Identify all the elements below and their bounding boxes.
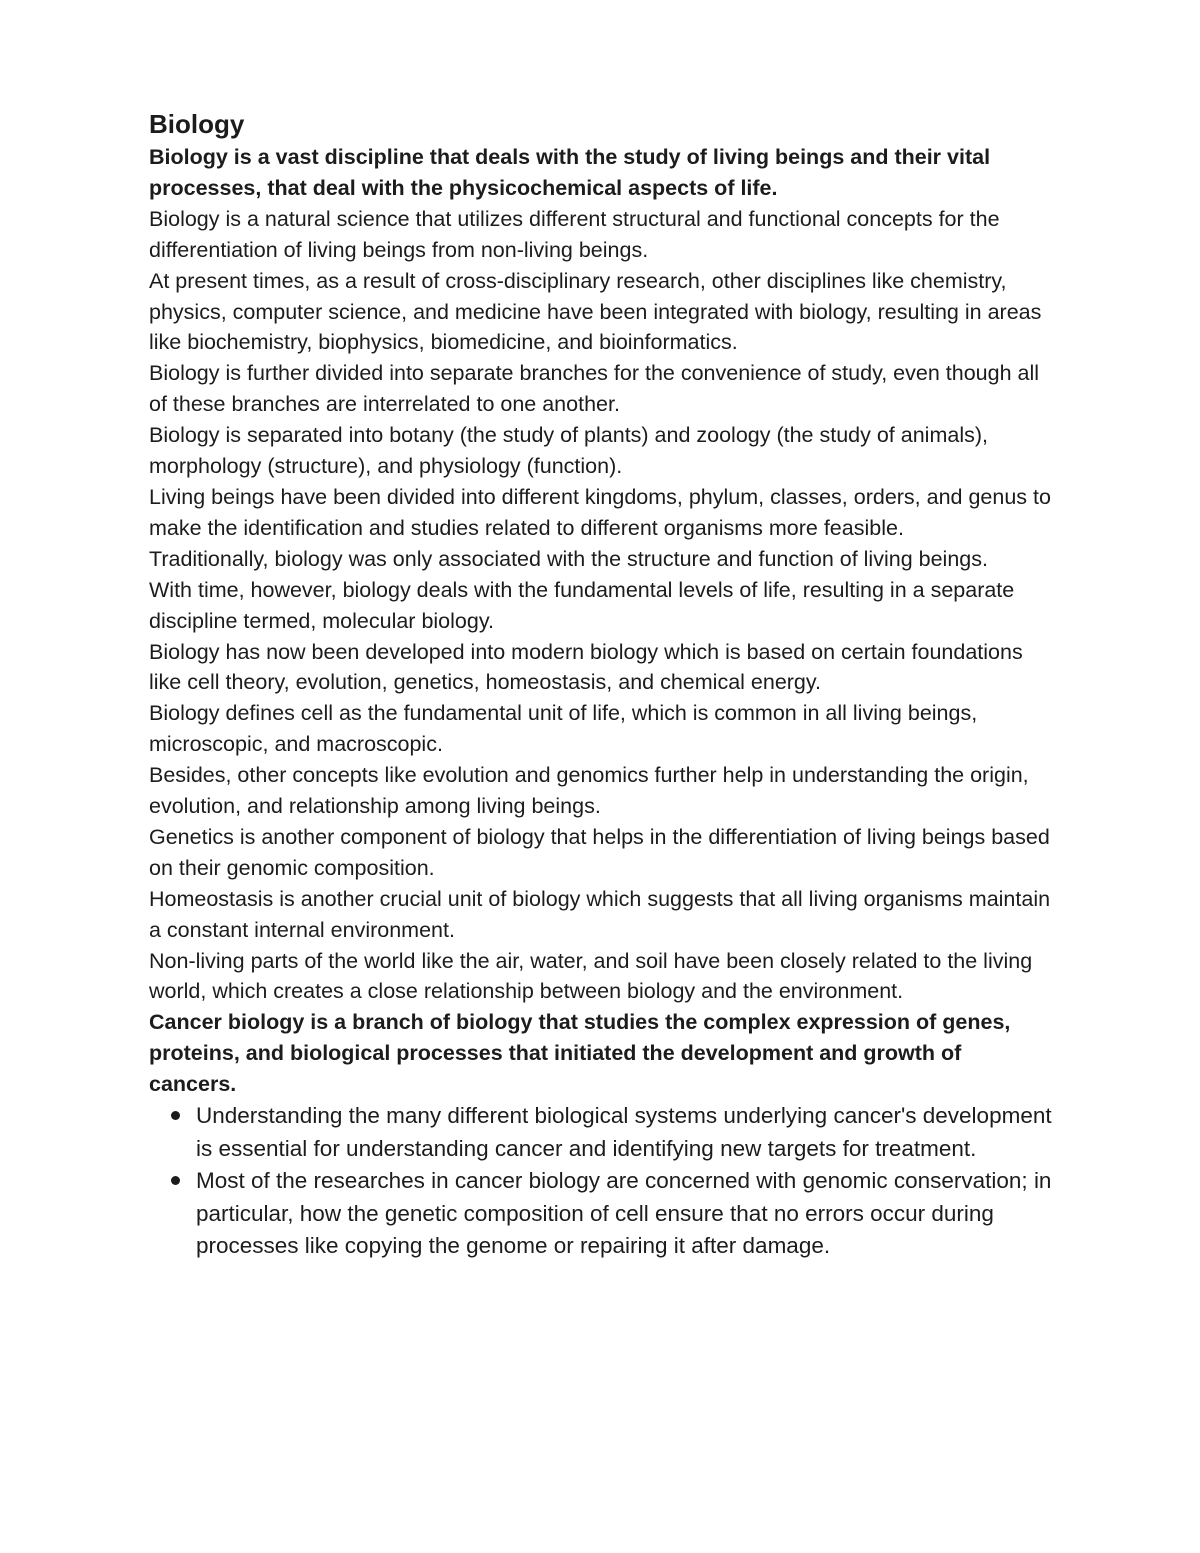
body-paragraph: Biology is separated into botany (the study of plants) and zoology (the study of animals), morphology (structure), and physiology (function). <box>149 423 988 479</box>
body-paragraph: Biology is a natural science that utilizes different structural and functional concepts for the differentiation of living beings from non-living beings. <box>149 206 1000 262</box>
body-paragraph: Biology is further divided into separate branches for the convenience of study, even though all of these branches are interrelated to one another. <box>149 361 1040 417</box>
list-item <box>196 1100 1054 1165</box>
list-item-text: Most of the researches in cancer biology are concerned with genomic conservation; in particular, how the genetic composition of cell ensure that no errors occur during processes like copying the genome or repairing it after damage. <box>196 1168 1052 1259</box>
body-paragraph: Genetics is another component of biology that helps in the differentiation of living beings based on their genomic composition. <box>149 824 1050 880</box>
bullet-list <box>149 1100 1054 1263</box>
body-paragraph: Non-living parts of the world like the air, water, and soil have been closely related to the living world, which creates a close relationship between biology and the environment. <box>149 948 1033 1004</box>
bullet-icon <box>171 1111 180 1120</box>
body-paragraph: Biology defines cell as the fundamental unit of life, which is common in all living beings, microscopic, and macroscopic. <box>149 701 978 757</box>
bullet-icon <box>171 1176 180 1185</box>
list-item <box>196 1165 1054 1263</box>
body-paragraph: Traditionally, biology was only associated with the structure and function of living beings. <box>149 546 988 571</box>
page-title: Biology <box>149 109 245 139</box>
intro-paragraph: Biology is a vast discipline that deals with the study of living beings and their vital processes, that deal with the physicochemical aspects of life. <box>149 145 991 200</box>
body-paragraph: Homeostasis is another crucial unit of biology which suggests that all living organisms maintain a constant internal environment. <box>149 886 1051 942</box>
body-paragraph: Living beings have been divided into different kingdoms, phylum, classes, orders, and genus to make the identification and studies related to different organisms more feasible. <box>149 484 1051 540</box>
body-paragraph: With time, however, biology deals with the fundamental levels of life, resulting in a separate discipline termed, molecular biology. <box>149 577 1015 633</box>
cancer-biology-heading: Cancer biology is a branch of biology that studies the complex expression of genes, proteins, and biological processes that initiated the development and growth of cancers. <box>149 1010 1011 1097</box>
body-paragraph: At present times, as a result of cross-disciplinary research, other disciplines like chemistry, physics, computer science, and medicine have been integrated with biology, resulting in areas like biochemistry, biophysics, biomedicine, and bioinformatics. <box>149 268 1042 355</box>
document-page <box>149 106 1054 1263</box>
body-paragraph: Biology has now been developed into modern biology which is based on certain foundations like cell theory, evolution, genetics, homeostasis, and chemical energy. <box>149 639 1023 695</box>
list-item-text: Understanding the many different biological systems underlying cancer's development is essential for understanding cancer and identifying new targets for treatment. <box>196 1103 1052 1161</box>
body-paragraph: Besides, other concepts like evolution and genomics further help in understanding the origin, evolution, and relationship among living beings. <box>149 763 1029 819</box>
